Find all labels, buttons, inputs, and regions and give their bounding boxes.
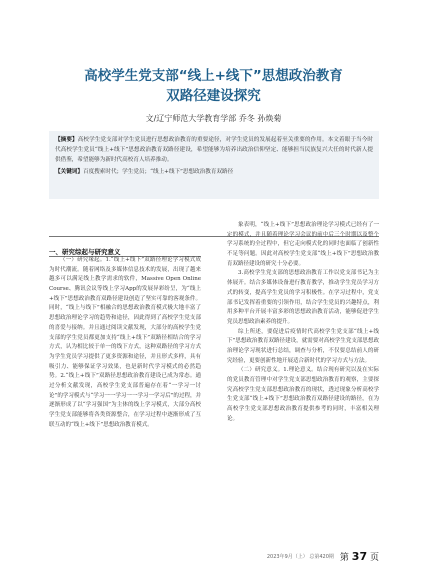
right-column <box>227 221 379 538</box>
page-number: 37 <box>351 550 368 563</box>
abstract <box>55 135 373 165</box>
section-heading: 一、研究综起与研究意义 <box>49 248 121 256</box>
left-column <box>49 256 201 538</box>
article-title <box>30 66 397 106</box>
abstract-label: 【摘要】 <box>55 137 78 143</box>
keywords-text: 百度搜索时代；学生党员；“线上+线下”思想政治教育双路径 <box>82 169 234 175</box>
right-paragraph: 象表明，“线上+线下”思想政治理论学习模式已经有了一定的模式，并且随着理论学习会议的前中后三个时期以及整个学习系统的全过程中，但它走向模式化的同时也面临了创新性不足等问题。因此对高校学生党支部“线上+线下”思想政治教育双路径建设的研究十分必要。 <box>227 222 379 267</box>
left-paragraph: （一）研究缘起。1.“线上+线下”双路径理论学习模式成为时代潮流。随着网络及多媒体信息技术的发展，出现了越来越多可以满足线上教学需求的软件，Massive Open Online Course、腾讯会议等线上学习App的发展异彩纷呈，为“线上+线下”思想政治教育双路径建设创造了坚实可靠的客观条件。同时，“线上与线下”相融合的思想政治教育模式极大地丰富了思想政治理论学习的趋势和途径，因此得到了高校学生党支部的喜爱与接纳。并且通过阅读文献发现，大部分的高校学生党支部的学生党员都更加支持“线上+线下”双路径相结合的学习方式，认为相比较于单一的线下方式，这种双路径的学习方式为学生党员学习提供了更多资源和途径，并且形式多样，具有吸引力、能够保证学习效果，也是新时代学习模式的必然趋势。2.“线上+线下”双路径思想政治教育建设已成为常态。通过分析文献发现，高校学生党支部普遍存在着“一学习一讨论”的学习模式与“学习一一学习一一学习一学习后”的过程，并逐渐形成了以“学习强国”为主体的线上学习模式，大部分高校学生党支部能够将各类资源整合，在学习过程中逐渐形成了互联互动的“线上+线下”思想政治教育模式。 <box>49 257 201 428</box>
right-paragraph: 3.高校学生党支部的思想政治教育工作以党支部书记为主体展开。结合多媒体设备进行教育教学，推动学生党员学习方式的转变，提高学生党员的学习积极性。在学习过程中，党支部书记发挥着重要的引领作用，结合学生党员的兴趣特点，利用多种平台开展丰富多彩的思想政治教育活动，能够促进学生党员思想政治素养的提升。 <box>227 270 379 325</box>
keywords-label: 【关键词】 <box>55 169 83 175</box>
page-prefix: 第 <box>339 553 349 563</box>
page-footer <box>267 550 379 563</box>
keywords <box>55 167 373 177</box>
title-line-2: 双路径建设探究 <box>166 88 261 104</box>
right-paragraph: （二）研究意义。1.理论意义。结合现有研究以及在实际的党员教育管理中对学生党支部思想政治教育的观察，主要探究高校学生党支部思想政治教育的现状，透过现象分析高校学生党支部“线上+线下”思想政治教育双路径建设的路径，在为高校学生党支部思想政治教育提供参考的同时，丰富相关理论。 <box>227 367 379 422</box>
title-line-1: 高校学生党支部“线上+线下”思想政治教育 <box>84 68 343 84</box>
abstract-box <box>49 131 379 199</box>
page-suffix: 页 <box>369 553 379 563</box>
right-paragraph: 综上所述，要促进后疫情时代高校学生党支部“线上+线下”思想政治教育双路径建设，就需要对高校学生党支部思想政治理论学习现状进行总结，调查与分析，不仅要总结前人的研究经验，更要创新性地开展适合新时代的学习方式与方法。 <box>227 328 379 364</box>
page-number-block <box>340 550 379 563</box>
abstract-text: 高校学生党支部对学生党员进行思想政治教育的重要途径，对学生党员的发展起着至关重要的作用。本文着眼于当今时代高校学生党员“线上+线下”思想政治教育双路径建设，希望能够为培养出政治信仰坚定、能够担当民族复兴大任的时代新人提供借鉴，希望能够为新时代高校育人培养推动。 <box>55 137 373 163</box>
issue-info: 2023年9月（上） 总第420期 <box>266 554 334 560</box>
author-line: 文/辽宁师范大学教育学部 乔冬 孙焕菊 <box>145 114 282 123</box>
